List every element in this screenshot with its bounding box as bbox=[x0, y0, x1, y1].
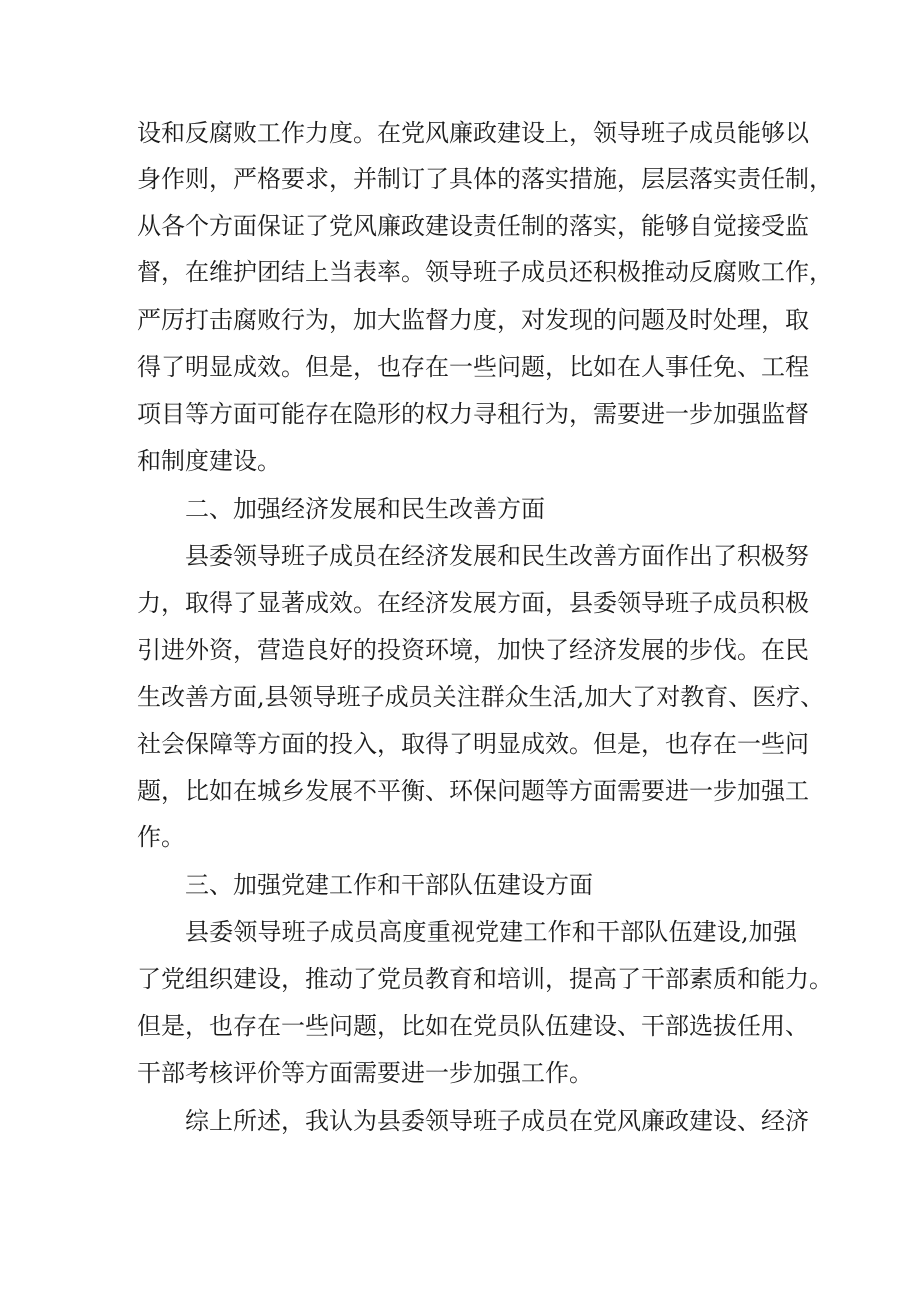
text-line: 三、加强党建工作和干部队伍建设方面 bbox=[185, 871, 593, 899]
text-line: 督，在维护团结上当表率。领导班子成员还积极推动反腐败工作， bbox=[137, 258, 833, 286]
text-line: 引进外资，营造良好的投资环境，加快了经济发展的步伐。在民 bbox=[137, 636, 809, 664]
text-line: 县委领导班子成员高度重视党建工作和干部队伍建设,加强 bbox=[185, 918, 797, 946]
text-line: 但是，也存在一些问题，比如在党员队伍建设、干部选拔任用、 bbox=[137, 1012, 809, 1040]
text-line: 生改善方面,县领导班子成员关注群众生活,加大了对教育、医疗、 bbox=[137, 683, 825, 711]
text-line: 了党组织建设，推动了党员教育和培训，提高了干部素质和能力。 bbox=[137, 965, 833, 993]
text-line: 设和反腐败工作力度。在党风廉政建设上，领导班子成员能够以 bbox=[137, 119, 809, 147]
text-line: 作。 bbox=[137, 823, 185, 851]
text-line: 县委领导班子成员在经济发展和民生改善方面作出了积极努 bbox=[185, 542, 809, 570]
text-line: 和制度建设。 bbox=[137, 447, 281, 475]
text-line: 二、加强经济发展和民生改善方面 bbox=[185, 495, 545, 523]
text-line: 题，比如在城乡发展不平衡、环保问题等方面需要进一步加强工 bbox=[137, 777, 809, 805]
text-line: 严厉打击腐败行为，加大监督力度，对发现的问题及时处理，取 bbox=[137, 306, 809, 334]
text-line: 力，取得了显著成效。在经济发展方面，县委领导班子成员积极 bbox=[137, 589, 809, 617]
text-line: 身作则，严格要求，并制订了具体的落实措施，层层落实责任制， bbox=[137, 165, 833, 193]
text-line: 综上所述，我认为县委领导班子成员在党风廉政建设、经济 bbox=[185, 1107, 809, 1135]
text-line: 项目等方面可能存在隐形的权力寻租行为，需要进一步加强监督 bbox=[137, 400, 809, 428]
text-line: 干部考核评价等方面需要进一步加强工作。 bbox=[137, 1059, 593, 1087]
text-line: 得了明显成效。但是，也存在一些问题，比如在人事任免、工程 bbox=[137, 353, 809, 381]
text-line: 社会保障等方面的投入，取得了明显成效。但是，也存在一些问 bbox=[137, 730, 809, 758]
text-line: 从各个方面保证了党风廉政建设责任制的落实，能够自觉接受监 bbox=[137, 212, 809, 240]
